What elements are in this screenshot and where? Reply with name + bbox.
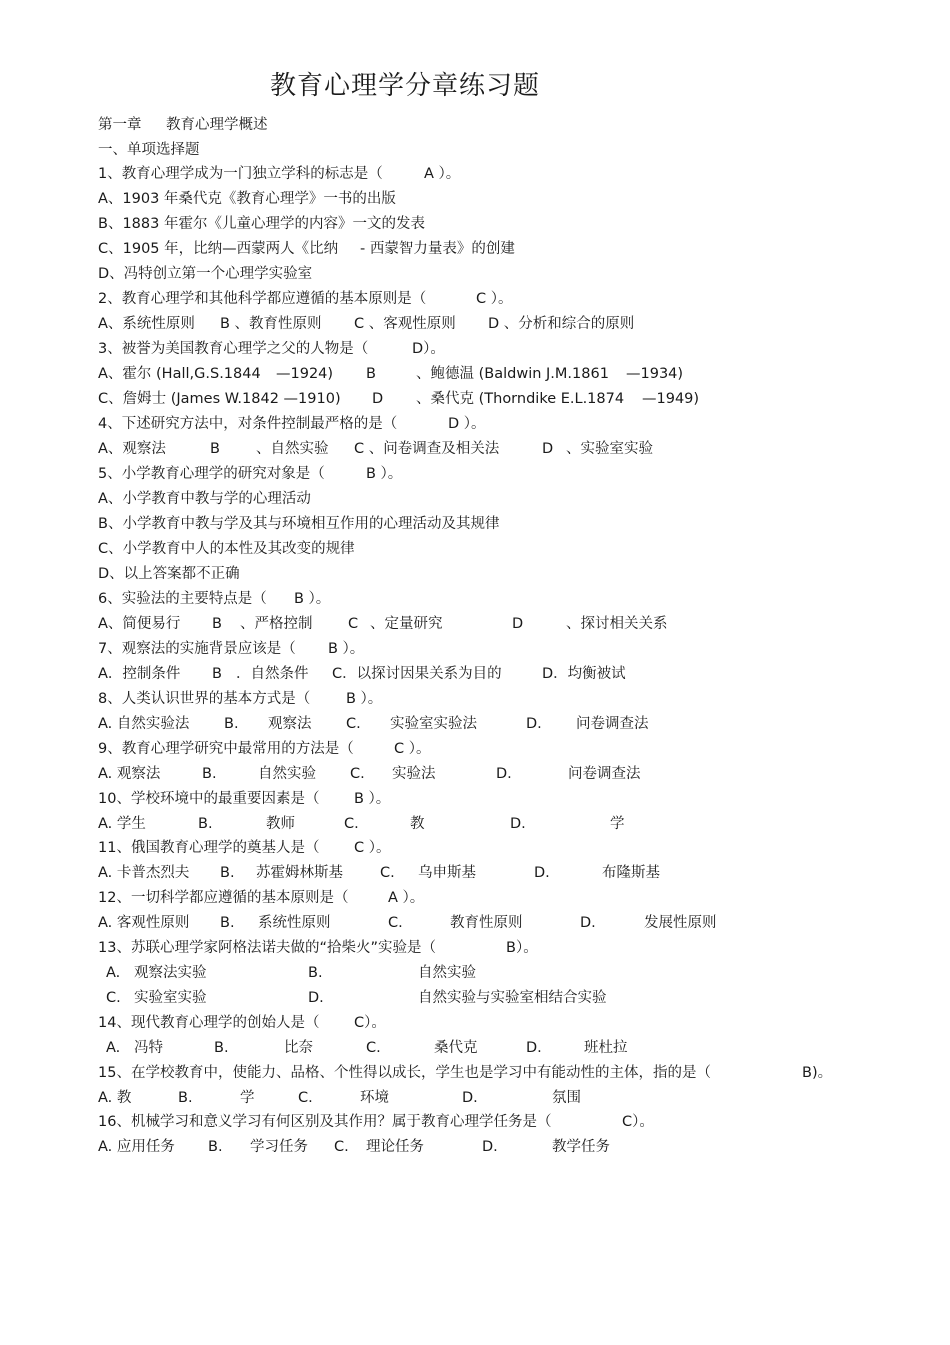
answer: C）。 (622, 1114, 654, 1130)
chapter-name: 教育心理学概述 (166, 117, 268, 133)
answer: B ）。 (354, 791, 391, 807)
answer: B ）。 (346, 691, 383, 707)
answer: C ）。 (354, 840, 391, 856)
answer: B)。 (802, 1065, 833, 1081)
answer: C ）。 (394, 741, 431, 757)
answer: D）。 (412, 341, 445, 357)
answer: C ）。 (476, 291, 513, 307)
answer: B）。 (506, 940, 538, 956)
document-title: 教育心理学分章练习题 (269, 71, 540, 101)
answer: B ）。 (366, 466, 403, 482)
answer: B ）。 (294, 591, 331, 607)
answer: A ）。 (424, 166, 461, 182)
answer: B ）。 (328, 641, 365, 657)
document-page: 教育心理学分章练习题 第一章 教育心理学概述 一、单项选择题 1、教育心理学成为一门独立学科的标志是（ A ）。 A、1903 年桑代克《教育心理学》一书的出版 B、1883 年霍尔《儿童心理学的内容》一文的发表 C、1905 年，比纳—西蒙两人《比纳 - 西蒙智力量表》的创建 D、冯特创立第一个心理学实验室 2、教育心理学和其他科学都应遵循的基本原则是（ C ）。 A、系统性原则 B 、教育性原则 C 、客观性原则 D 、分析和综合的原则 3、被誉为美国教育心理学之父的人物是（ D）。 A、霍尔 (Hall,G.S.1844 —1924) B 、鲍德温 (Baldwin J.M.1861 —1934) C、詹姆士 (James W.1842 —1910) D 、桑代克 (Thorndike E.L.1874 —1949) 4、下述研究方法中，对条件控制最严格的是（ D ）。 A、观察法 B 、自然实验 C 、问卷调查及相关法 D 、实验室实验 5、小学教育心理学的研究对象是（ B ）。 A、小学教育中教与学的心理活动 B、小学教育中教与学及其与环境相互作用的心理活动及其规律 C、小学教育中人的本性及其改变的规律 D、以上答案都不正确 6、实验法的主要特点是（ B ）。 A、简便易行 B 、严格控制 C 、定量研究 D 、探讨相关关系 7、观察法的实施背景应该是（ B ）。 A．控制条件 B ．自然条件 C．以探讨因果关系为目的 D．均衡被试 8、人类认识世界的基本方式是（ B ）。 A. 自然实验法 B. 观察法 C. 实验室实验法 D. 问卷调查法 9、教育心理学研究中最常用的方法是（ C ）。 A. 观察法 B. 自然实验 C. 实验法 D. 问卷调查法 10、学校环境中的最重要因素是（ B ）。 A. 学生 B. 教师 C. 教 D. 学 11、俄国教育心理学的奠基人是（ C ）。 A. 卡普杰烈夫 B. 苏霍姆林斯基 C. 乌申斯基 D. 布隆斯基 12、一切科学都应遵循的基本原则是（ A ）。 A. 客观性原则 B. 系统性原则 C. 教育性原则 D. 发展性原则 13、苏联心理学家阿格法诺夫做的“拾柴火”实验是（ B）。 A. 观察法实验 B. 自然实验 C. 实验室实验 D. 自然实验与实验室相结合实验 14、现代教育心理学的创始人是（ C）。 A. 冯特 B. 比奈 C. 桑代克 D. 班杜拉 15、在学校教育中，使能力、品格、个性得以成长，学生也是学习中有能动性的主体，指的是（ B)。 A. 教 B. 学 C. 环境 D. 氛围 16、机械学习和意义学习有何区别及其作用？属于教育心理学任务是（ C）。 A. 应用任务 B. 学习任务 C. 理论任务 D. 教学任务 (0, 0, 950, 1345)
answer: C）。 (354, 1015, 386, 1031)
answer: A ）。 (388, 890, 425, 906)
chapter-prefix: 第一章 (98, 117, 142, 133)
answer: D ）。 (448, 416, 486, 432)
